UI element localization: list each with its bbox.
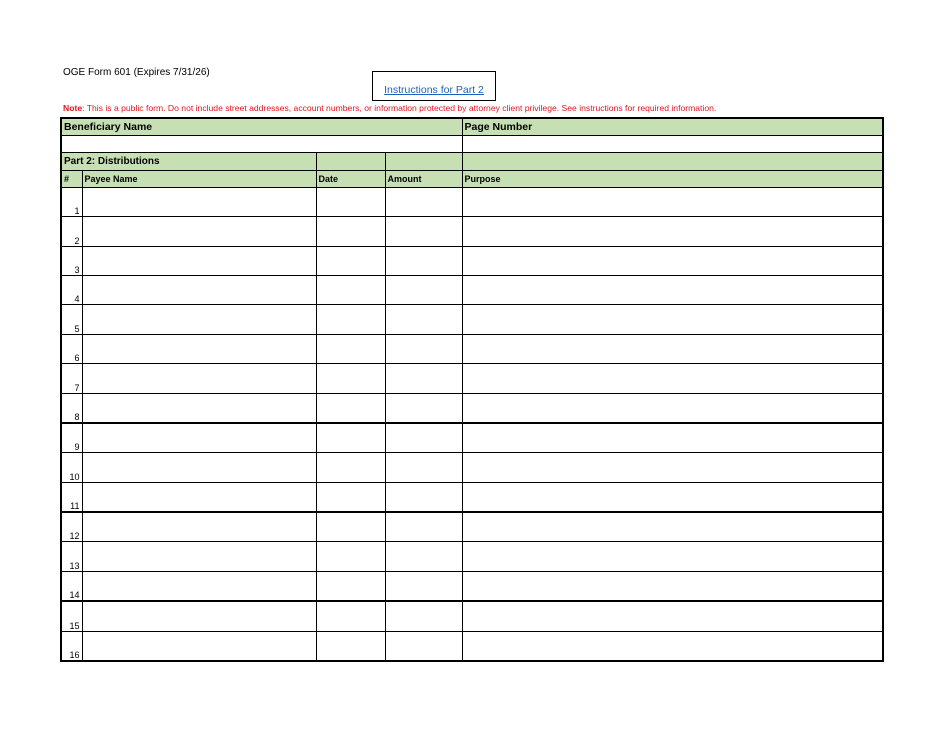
page-number-label: Page Number <box>462 118 883 136</box>
row-number: 7 <box>61 364 82 393</box>
table-row <box>61 631 883 661</box>
payee-name-cell[interactable] <box>82 217 316 246</box>
beneficiary-name-label: Beneficiary Name <box>61 118 462 136</box>
row-number: 2 <box>61 217 82 246</box>
instructions-link[interactable]: Instructions for Part 2 <box>384 84 484 96</box>
date-cell[interactable] <box>316 482 385 512</box>
row-number: 9 <box>61 423 82 453</box>
table-row <box>61 512 883 542</box>
row-number: 11 <box>61 482 82 512</box>
amount-cell[interactable] <box>385 305 462 334</box>
payee-name-cell[interactable] <box>82 334 316 363</box>
purpose-cell[interactable] <box>462 364 883 393</box>
date-cell[interactable] <box>316 246 385 275</box>
public-form-note <box>63 103 716 113</box>
amount-cell[interactable] <box>385 276 462 305</box>
purpose-cell[interactable] <box>462 276 883 305</box>
table-row <box>61 187 883 216</box>
table-row <box>61 217 883 246</box>
date-cell[interactable] <box>316 453 385 482</box>
purpose-cell[interactable] <box>462 393 883 423</box>
payee-name-cell[interactable] <box>82 453 316 482</box>
row-number: 13 <box>61 542 82 571</box>
amount-cell[interactable] <box>385 542 462 571</box>
payee-name-cell[interactable] <box>82 364 316 393</box>
purpose-cell[interactable] <box>462 512 883 542</box>
date-cell[interactable] <box>316 334 385 363</box>
date-cell[interactable] <box>316 364 385 393</box>
beneficiary-input-row <box>61 136 883 153</box>
section-title: Part 2: Distributions <box>61 153 316 170</box>
date-cell[interactable] <box>316 542 385 571</box>
table-row <box>61 601 883 631</box>
row-number: 4 <box>61 276 82 305</box>
payee-name-cell[interactable] <box>82 512 316 542</box>
purpose-cell[interactable] <box>462 453 883 482</box>
payee-name-cell[interactable] <box>82 187 316 216</box>
amount-cell[interactable] <box>385 393 462 423</box>
table-row <box>61 276 883 305</box>
date-cell[interactable] <box>316 276 385 305</box>
date-cell[interactable] <box>316 423 385 453</box>
table-row <box>61 334 883 363</box>
row-number: 1 <box>61 187 82 216</box>
table-row <box>61 393 883 423</box>
table-row <box>61 453 883 482</box>
page-number-field[interactable] <box>462 136 883 153</box>
date-cell[interactable] <box>316 187 385 216</box>
row-number: 6 <box>61 334 82 363</box>
table-row <box>61 423 883 453</box>
date-cell[interactable] <box>316 512 385 542</box>
row-number: 8 <box>61 393 82 423</box>
section-blank-purpose <box>462 153 883 170</box>
purpose-cell[interactable] <box>462 482 883 512</box>
column-header-date: Date <box>316 170 385 187</box>
amount-cell[interactable] <box>385 246 462 275</box>
payee-name-cell[interactable] <box>82 305 316 334</box>
row-number: 14 <box>61 571 82 601</box>
amount-cell[interactable] <box>385 631 462 661</box>
section-header-row <box>61 153 883 170</box>
payee-name-cell[interactable] <box>82 393 316 423</box>
payee-name-cell[interactable] <box>82 423 316 453</box>
table-row <box>61 246 883 275</box>
purpose-cell[interactable] <box>462 571 883 601</box>
row-number: 16 <box>61 631 82 661</box>
purpose-cell[interactable] <box>462 246 883 275</box>
row-number: 15 <box>61 601 82 631</box>
column-header-payee: Payee Name <box>82 170 316 187</box>
amount-cell[interactable] <box>385 512 462 542</box>
column-header-amount: Amount <box>385 170 462 187</box>
section-blank-amount <box>385 153 462 170</box>
purpose-cell[interactable] <box>462 305 883 334</box>
purpose-cell[interactable] <box>462 187 883 216</box>
payee-name-cell[interactable] <box>82 631 316 661</box>
amount-cell[interactable] <box>385 187 462 216</box>
row-number: 12 <box>61 512 82 542</box>
amount-cell[interactable] <box>385 364 462 393</box>
note-label: Note <box>63 103 83 113</box>
payee-name-cell[interactable] <box>82 276 316 305</box>
amount-cell[interactable] <box>385 423 462 453</box>
section-blank-date <box>316 153 385 170</box>
row-number: 10 <box>61 453 82 482</box>
purpose-cell[interactable] <box>462 631 883 661</box>
date-cell[interactable] <box>316 631 385 661</box>
purpose-cell[interactable] <box>462 601 883 631</box>
note-text: : This is a public form. Do not include street addresses, account numbers, or information protected by attorney client privilege. See instructions for required information. <box>82 103 717 113</box>
payee-name-cell[interactable] <box>82 482 316 512</box>
purpose-cell[interactable] <box>462 217 883 246</box>
payee-name-cell[interactable] <box>82 542 316 571</box>
table-row <box>61 364 883 393</box>
payee-name-cell[interactable] <box>82 246 316 275</box>
beneficiary-name-field[interactable] <box>61 136 462 153</box>
date-cell[interactable] <box>316 571 385 601</box>
date-cell[interactable] <box>316 305 385 334</box>
purpose-cell[interactable] <box>462 423 883 453</box>
date-cell[interactable] <box>316 393 385 423</box>
payee-name-cell[interactable] <box>82 601 316 631</box>
column-header-row <box>61 170 883 187</box>
amount-cell[interactable] <box>385 334 462 363</box>
distributions-table <box>60 117 884 662</box>
date-cell[interactable] <box>316 601 385 631</box>
purpose-cell[interactable] <box>462 334 883 363</box>
payee-name-cell[interactable] <box>82 571 316 601</box>
instructions-box <box>372 71 496 101</box>
table-row <box>61 542 883 571</box>
amount-cell[interactable] <box>385 482 462 512</box>
amount-cell[interactable] <box>385 217 462 246</box>
amount-cell[interactable] <box>385 601 462 631</box>
column-header-purpose: Purpose <box>462 170 883 187</box>
purpose-cell[interactable] <box>462 542 883 571</box>
table-row <box>61 571 883 601</box>
table-row <box>61 305 883 334</box>
row-number: 3 <box>61 246 82 275</box>
beneficiary-header-row <box>61 118 883 136</box>
amount-cell[interactable] <box>385 571 462 601</box>
form-id: OGE Form 601 (Expires 7/31/26) <box>63 67 210 78</box>
column-header-num: # <box>61 170 82 187</box>
row-number: 5 <box>61 305 82 334</box>
amount-cell[interactable] <box>385 453 462 482</box>
table-row <box>61 482 883 512</box>
date-cell[interactable] <box>316 217 385 246</box>
